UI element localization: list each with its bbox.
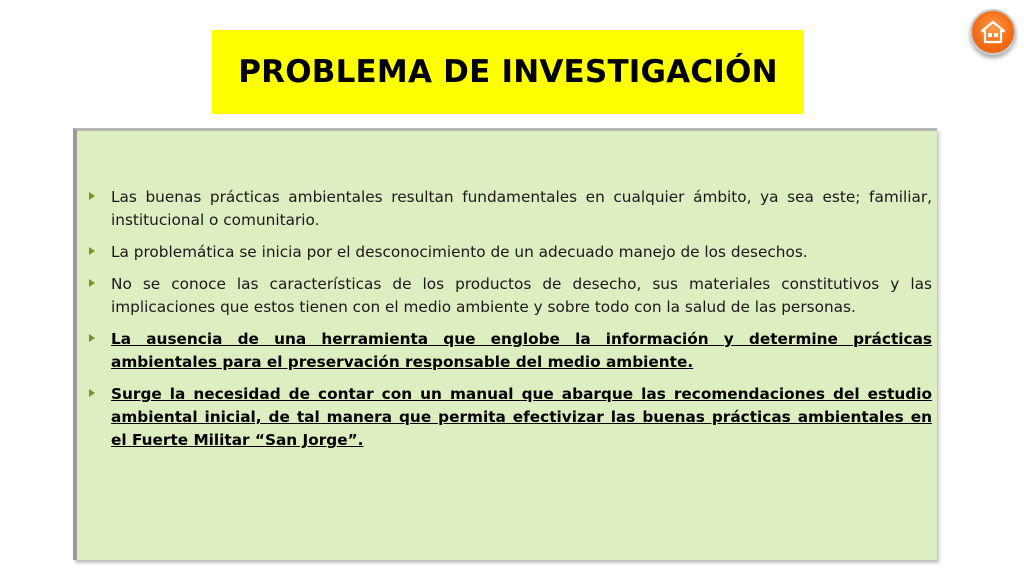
bullet-text: La problemática se inicia por el desconocimiento de un adecuado manejo de los desechos. xyxy=(111,243,808,261)
bullet-text-emphasis: Surge la necesidad de contar con un manual que abarque las recomendaciones del estudio ambiental inicial, de tal manera que permita efectivizar las buenas prácticas ambientales en el Fuerte Militar “San Jorge”. xyxy=(111,385,932,449)
bullet-arrow-icon xyxy=(89,328,111,342)
bullet-arrow-icon xyxy=(89,186,111,200)
page-title: PROBLEMA DE INVESTIGACIÓN xyxy=(238,54,778,90)
list-item xyxy=(85,186,932,232)
bullet-arrow-icon xyxy=(89,383,111,397)
list-item xyxy=(85,328,932,374)
bullet-arrow-icon xyxy=(89,273,111,287)
home-icon xyxy=(980,19,1006,45)
bullet-arrow-icon xyxy=(89,241,111,255)
list-item xyxy=(85,383,932,452)
bullet-text: No se conoce las características de los productos de desecho, sus materiales constitutivos y las implicaciones que estos tienen con el medio ambiente y sobre todo con la salud de las personas. xyxy=(111,275,932,316)
list-item xyxy=(85,241,932,264)
bullet-text: Las buenas prácticas ambientales resultan fundamentales en cualquier ámbito, ya sea este; familiar, institucional o comunitario. xyxy=(111,188,932,229)
home-button[interactable] xyxy=(970,9,1016,55)
bullet-text-emphasis: La ausencia de una herramienta que englobe la información y determine prácticas ambientales para el preservación responsable del medio ambiente. xyxy=(111,330,932,371)
title-banner xyxy=(212,30,804,114)
list-item xyxy=(85,273,932,319)
bullet-list xyxy=(85,186,932,461)
content-panel xyxy=(73,128,937,560)
